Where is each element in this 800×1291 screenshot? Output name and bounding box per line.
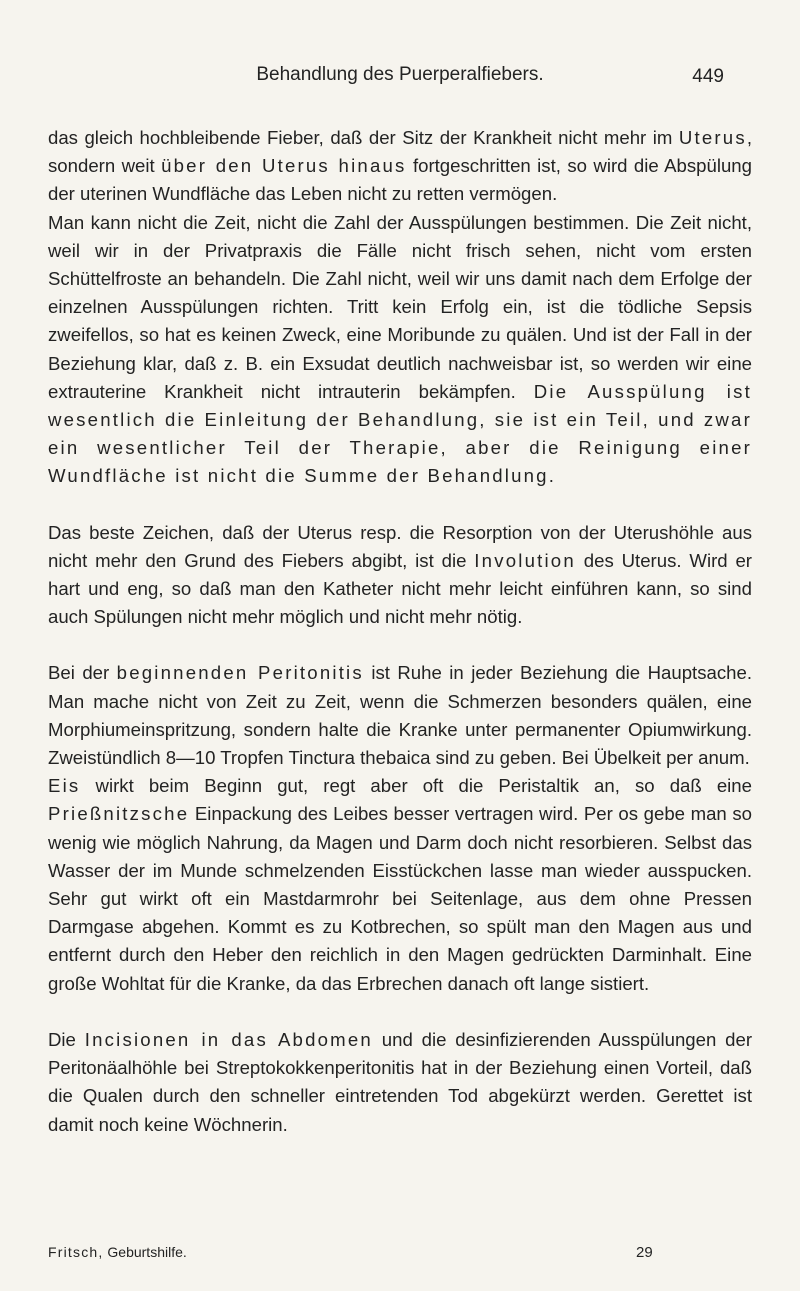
signature-title: Geburtshilfe. bbox=[103, 1244, 187, 1260]
text-run: Man kann nicht die Zeit, nicht die Zahl der Ausspülungen bestimmen. Die Zeit nicht, weil wir in der Privatpraxis die Fälle nicht frisch sehen, nicht vom ersten Schüttelfroste an behandeln. Die Zahl nicht, weil wir uns damit nach dem Erfolge der einzelnen Ausspülungen richten. Tritt kein Erfolg ein, ist die tödliche Sepsis zweifellos, so hat es keinen Zweck, eine Moribunde zu quälen. Und ist der Fall in der Beziehung klar, daß z. B. ein Exsudat deutlich nachweisbar ist, so werden wir eine extrauterine Krankheit nicht intrauterin bekämpfen. bbox=[48, 211, 752, 402]
signature-author: Fritsch, bbox=[48, 1244, 104, 1260]
body-text bbox=[48, 124, 752, 1139]
text-run: ist Ruhe in jeder Beziehung die Hauptsache. Man mache nicht von Zeit zu Zeit, wenn die Schmerzen besonders quälen, eine Morphiumeinspritzung, sondern halte die Kranke unter permanenter Opiumwirkung. Zweistündlich 8—10 Tropfen Tinctura thebaica sind zu geben. Bei Übelkeit per anum. bbox=[48, 662, 752, 769]
emphasis-text: Incisionen in das Abdomen bbox=[84, 1028, 373, 1050]
page-header bbox=[48, 64, 752, 94]
emphasis-text: Die Ausspülung ist wesentlich die Einleitung der Behandlung, sie ist ein Teil, und zwar ein wesentlicher Teil der Therapie, aber die Reinigung einer Wundfläche ist nicht die Summe der Behandlung. bbox=[48, 380, 752, 487]
emphasis-text: Prießnitzsche bbox=[48, 803, 190, 825]
text-run: , sondern weit bbox=[48, 127, 752, 177]
paragraph bbox=[48, 519, 752, 632]
paragraph bbox=[48, 124, 752, 209]
emphasis-text: Eis bbox=[48, 775, 81, 797]
text-run: Die bbox=[48, 1028, 85, 1050]
text-run: des Uterus. Wird er hart und eng, so daß man den Katheter nicht mehr leicht einführen kann, so sind auch Spülungen nicht mehr möglich und nicht mehr nötig. bbox=[48, 549, 752, 628]
printer-signature bbox=[48, 1244, 187, 1260]
text-run: wirkt beim Beginn gut, regt aber oft die Peristaltik an, so daß eine bbox=[80, 775, 752, 797]
text-run: das gleich hochbleibende Fieber, daß der Sitz der Krankheit nicht mehr im bbox=[48, 127, 679, 148]
text-run: fortgeschritten ist, so wird die Abspülung der uterinen Wundfläche das Leben nicht zu retten vermögen. bbox=[48, 155, 752, 205]
page-number: 449 bbox=[692, 66, 724, 87]
text-run: Einpackung des Leibes besser vertragen wird. Per os gebe man so wenig wie möglich Nahrung, da Magen und Darm doch nicht resorbieren. Selbst das Wasser der im Munde schmelzenden Eisstückchen lasse man wieder ausspucken. Sehr gut wirkt oft ein Mastdarmrohr bei Seitenlage, aus dem ohne Pressen Darmgase abgehen. Kommt es zu Kotbrechen, so spült man den Magen aus und entfernt durch den Heber den reichlich in den Magen gedrückten Darminhalt. Eine große Wohltat für die Kranke, da das Erbrechen danach oft lange sistiert. bbox=[48, 803, 752, 994]
text-run: Das beste Zeichen, daß der Uterus resp. die Resorption von der Uterushöhle aus nicht mehr den Grund des Fiebers abgibt, ist die bbox=[48, 521, 752, 571]
text-run: und die desinfizierenden Ausspülungen der Peritonäalhöhle bei Streptokokkenperitonitis hat in der Beziehung einen Vorteil, daß die Qualen durch den schneller eintretenden Tod abgekürzt werden. Gerettet ist damit noch keine Wöchnerin. bbox=[48, 1028, 753, 1135]
emphasis-text: Uterus bbox=[678, 127, 747, 148]
sheet-number: 29 bbox=[636, 1244, 653, 1261]
paragraph bbox=[48, 1026, 752, 1139]
paragraph bbox=[48, 659, 752, 772]
running-title: Behandlung des Puerperalfiebers. bbox=[256, 64, 544, 85]
text-run: Bei der bbox=[48, 662, 117, 684]
paragraph bbox=[48, 772, 752, 998]
emphasis-text: beginnenden Peritonitis bbox=[116, 662, 364, 684]
page-footer bbox=[48, 1244, 752, 1268]
paragraph bbox=[48, 209, 752, 491]
emphasis-text: über den Uterus hinaus bbox=[161, 155, 407, 177]
emphasis-text: Involution bbox=[474, 549, 576, 571]
